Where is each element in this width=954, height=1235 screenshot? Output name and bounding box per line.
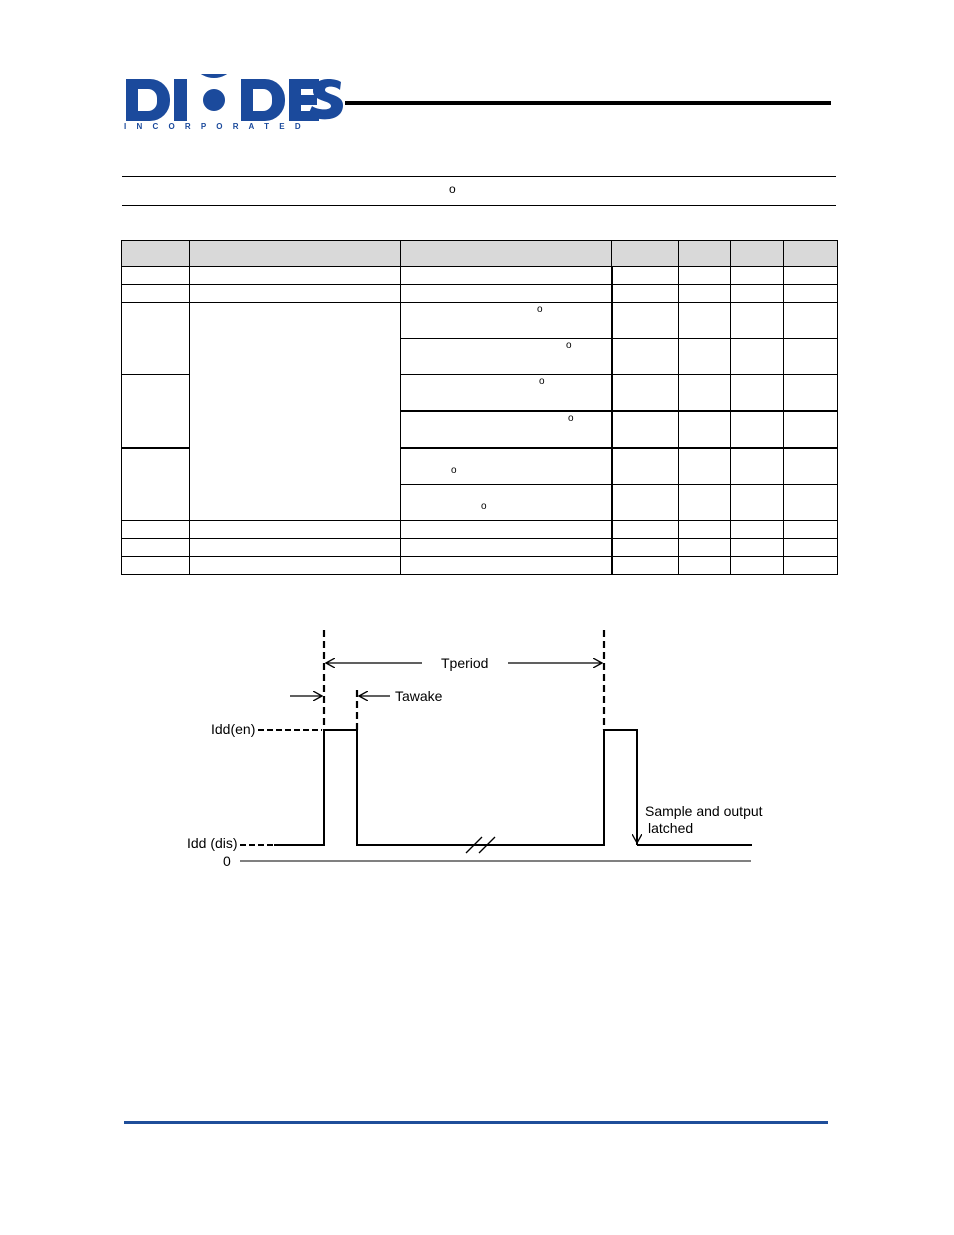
idd-dis-label: Idd (dis)	[187, 835, 238, 851]
tawake-label: Tawake	[395, 688, 443, 704]
degree-mark: o	[539, 376, 545, 387]
current-waveform	[274, 730, 637, 845]
section-degree-mark: o	[449, 182, 456, 196]
degree-mark: o	[537, 304, 543, 315]
degree-mark: o	[481, 501, 487, 512]
idd-en-label: Idd(en)	[211, 721, 256, 737]
tperiod-label: Tperiod	[441, 655, 489, 671]
degree-mark: o	[568, 413, 574, 424]
sample-label-line1: Sample and output	[645, 803, 763, 819]
degree-mark: o	[451, 465, 457, 476]
logo-subtext: I N C O R P O R A T E D	[124, 122, 305, 131]
footer-rule	[124, 1121, 828, 1124]
sample-label-line2: latched	[648, 820, 694, 836]
degree-mark: o	[566, 340, 572, 351]
zero-label: 0	[223, 853, 231, 869]
